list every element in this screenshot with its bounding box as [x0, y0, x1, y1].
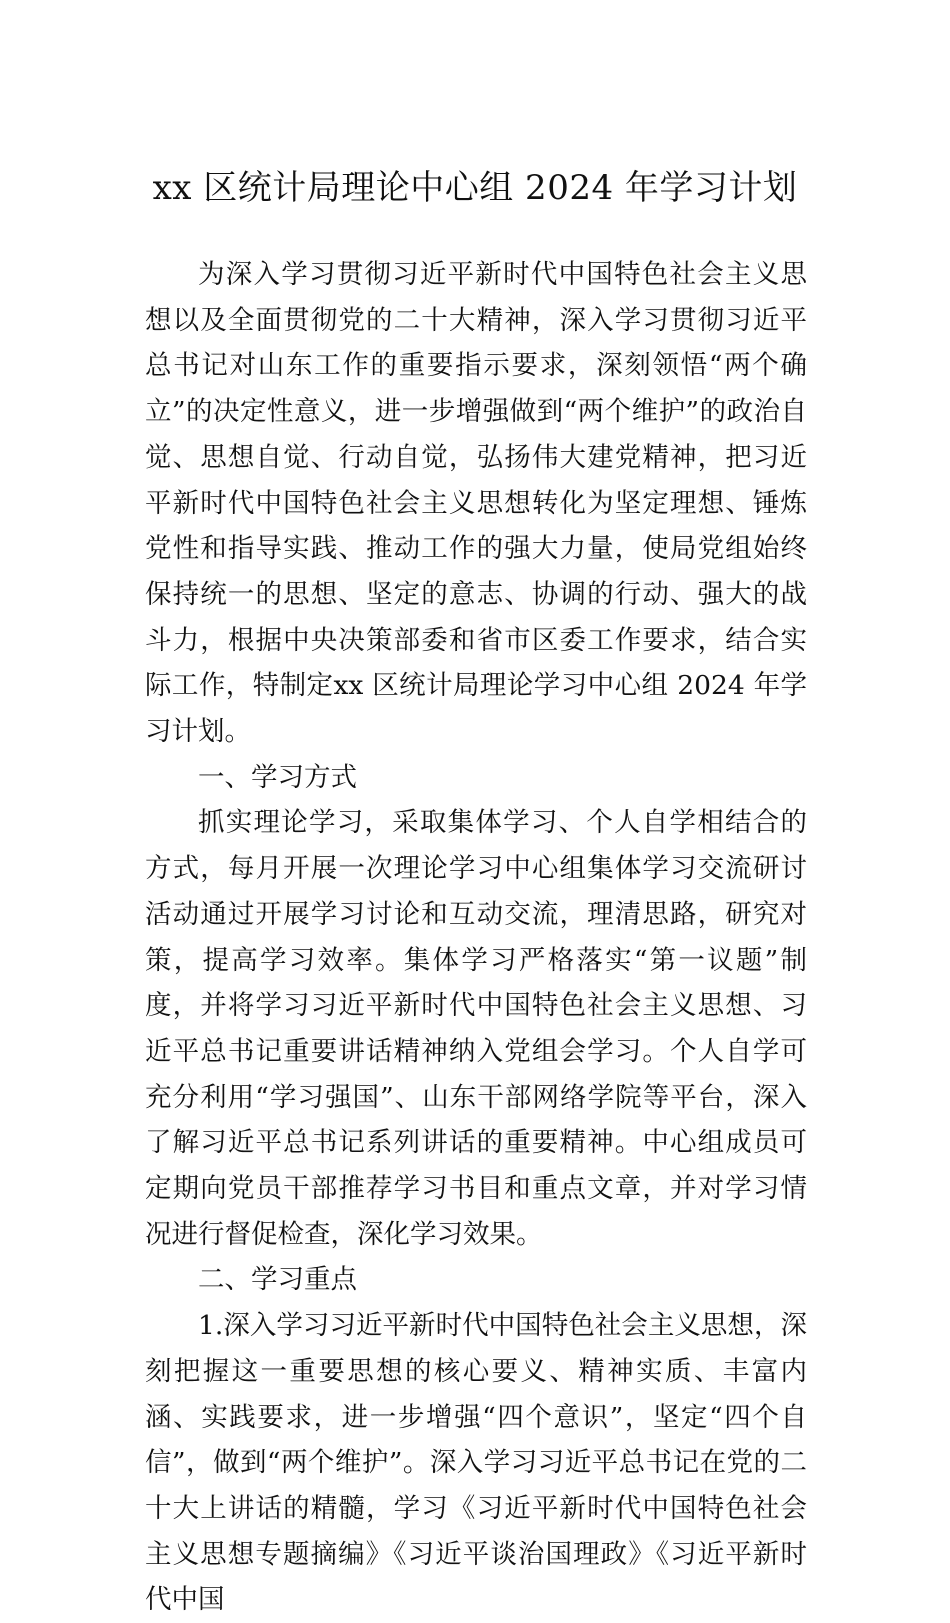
document-title: xx 区统计局理论中心组 2024 年学习计划	[152, 168, 798, 208]
study-method-paragraph: 抓实理论学习，采取集体学习、个人自学相结合的方式，每月开展一次理论学习中心组集体学习交流研讨活动通过开展学习讨论和互动交流，理清思路，研究对策，提高学习效率。集体学习严格落实“第一议题”制度，并将学习习近平新时代中国特色社会主义思想、习近平总书记重要讲话精神纳入党组会学习。个人自学可充分利用“学习强国”、山东干部网络学院等平台，深入了解习近平总书记系列讲话的重要精神。中心组成员可定期向党员干部推荐学习书目和重点文章，并对学习情况进行督促检查，深化学习效果。	[145, 807, 807, 1250]
section-heading-study-method: 一、学习方式	[198, 761, 357, 793]
document-body	[145, 252, 807, 1623]
section-heading-study-focus: 二、学习重点	[198, 1264, 357, 1296]
study-focus-item-1: 1.深入学习习近平新时代中国特色社会主义思想，深刻把握这一重要思想的核心要义、精神实质、丰富内涵、实践要求，进一步增强“四个意识”，坚定“四个自信”，做到“两个维护”。深入学习习近平总书记在党的二十大上讲话的精髓，学习《习近平新时代中国特色社会主义思想专题摘编》《习近平谈治国理政》《习近平新时代中国	[145, 1310, 807, 1616]
intro-paragraph: 为深入学习贯彻习近平新时代中国特色社会主义思想以及全面贯彻党的二十大精神，深入学习贯彻习近平总书记对山东工作的重要指示要求，深刻领悟“两个确立”的决定性意义，进一步增强做到“两个维护”的政治自觉、思想自觉、行动自觉，弘扬伟大建党精神，把习近平新时代中国特色社会主义思想转化为坚定理想、锤炼党性和指导实践、推动工作的强大力量，使局党组始终保持统一的思想、坚定的意志、协调的行动、强大的战斗力，根据中央决策部委和省市区委工作要求，结合实际工作，特制定xx 区统计局理论学习中心组 2024 年学习计划。	[145, 259, 807, 748]
